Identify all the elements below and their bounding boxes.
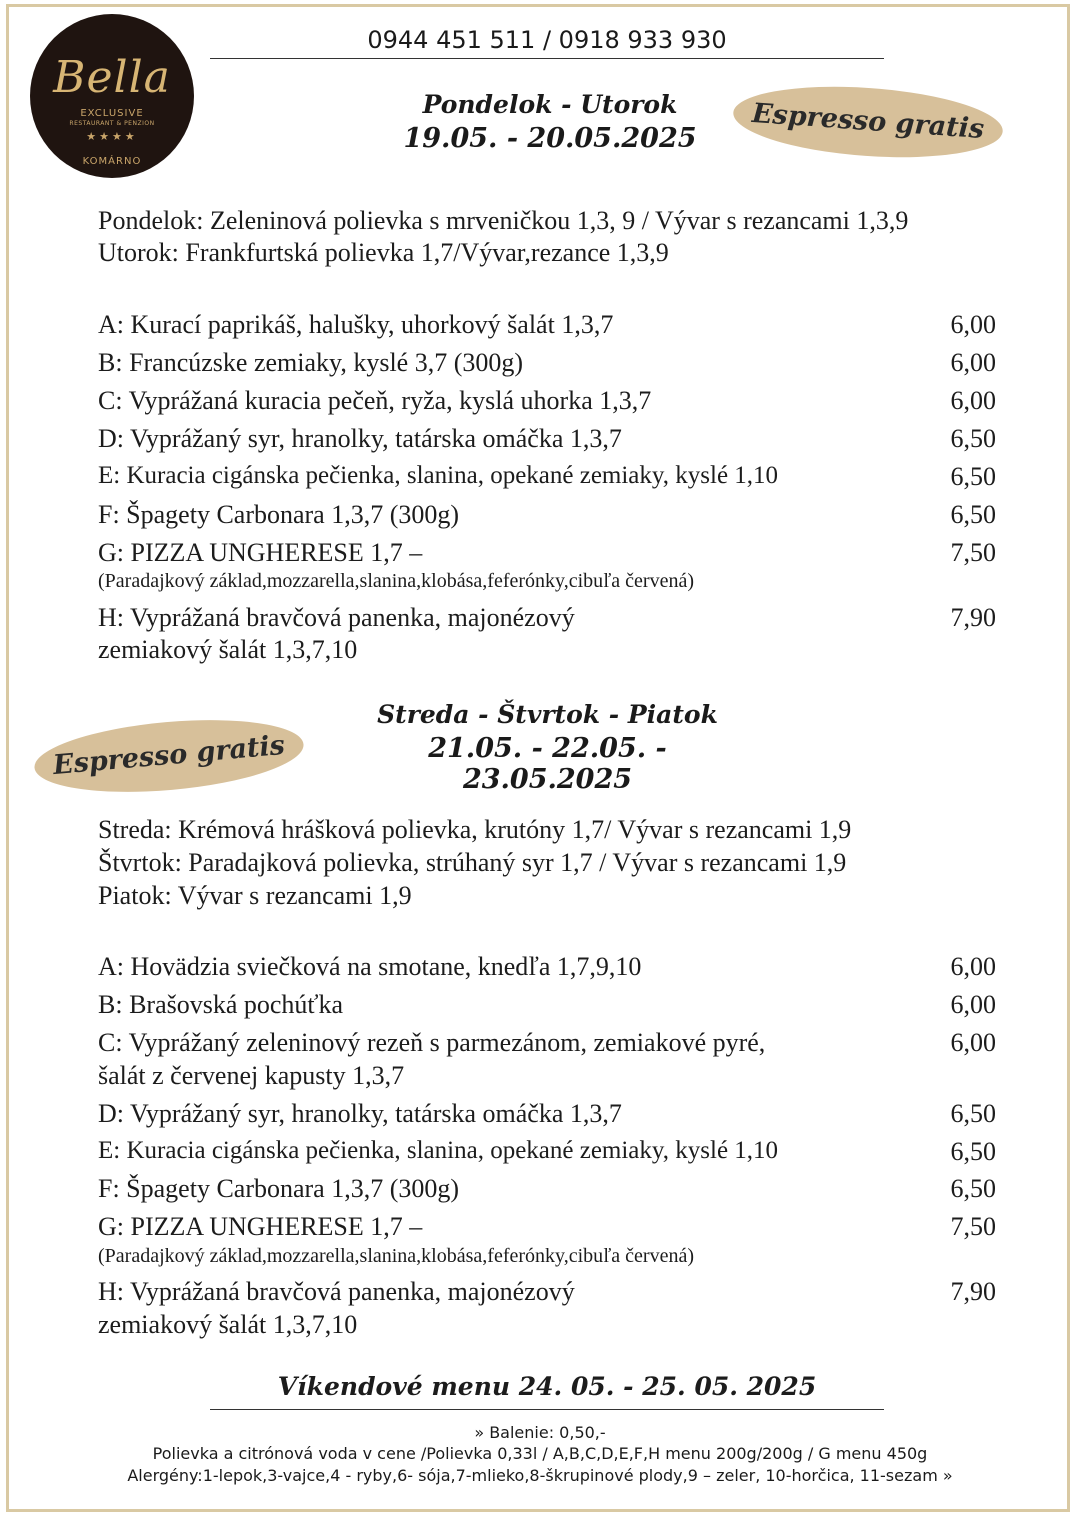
week2-pizza-note: (Paradajkový základ,mozzarella,slanina,klobása,feferónky,cibuľa červená) [98,1245,694,1267]
week2-price-f: 6,50 [950,1174,996,1203]
footer-packaging: » Balenie: 0,50,- [474,1423,606,1442]
footer-included: Polievka a citrónová voda v cene /Polievka 0,33l / A,B,C,D,E,F,H menu 200g/200g / G menu 450g [152,1444,928,1463]
week1-item-g: G: PIZZA UNGHERESE 1,7 – [98,538,423,567]
week2-dates: 21.05. - 22.05. - 23.05.2025 [428,733,667,795]
logo-town: KOMÁRNO [82,156,142,167]
week1-soup-tue: Utorok: Frankfurtská polievka 1,7/Vývar,rezance 1,3,9 [98,238,669,267]
week2-price-h: 7,90 [950,1277,996,1306]
week1-item-h: H: Vyprážaná bravčová panenka, majonézový [98,603,575,632]
week1-item-a: A: Kurací paprikáš, halušky, uhorkový šalát 1,3,7 [98,310,614,339]
logo-stars: ★★★★ [86,131,138,143]
weekend-menu-heading: Víkendové menu 24. 05. - 25. 05. 2025 [210,1372,884,1410]
footer-allergens: Alergény:1-lepok,3-vajce,4 - ryby,6- sója,7-mlieko,8-škrupinové plody,9 – zeler, 10-horčica, 11-sezam » [127,1466,953,1485]
logo-script: Bella [53,52,171,103]
week2-days: Streda - Štvrtok - Piatok [377,700,718,729]
week2-price-g: 7,50 [950,1212,996,1241]
week2-soup-thu: Štvrtok: Paradajková polievka, strúhaný syr 1,7 / Vývar s rezancami 1,9 [98,848,847,877]
week2-espresso-badge: Espresso gratis [32,710,307,801]
phone-numbers: 0944 451 511 / 0918 933 930 [210,26,884,59]
week1-item-c: C: Vyprážaná kuracia pečeň, ryža, kyslá uhorka 1,3,7 [98,386,652,415]
week1-dates: 19.05. - 20.05.2025 [403,123,697,154]
week2-price-c: 6,00 [950,1028,996,1057]
week2-price-b: 6,00 [950,990,996,1019]
week1-espresso-badge: Espresso gratis [731,79,1005,166]
week1-item-b: B: Francúzske zemiaky, kyslé 3,7 (300g) [98,348,524,377]
week1-price-b: 6,00 [950,348,996,377]
week1-heading [380,90,720,154]
week2-price-a: 6,00 [950,952,996,981]
week2-item-a: A: Hovädzia sviečková na smotane, knedľa 1,7,9,10 [98,952,642,981]
week1-price-d: 6,50 [950,424,996,453]
week1-price-g: 7,50 [950,538,996,567]
week1-price-c: 6,00 [950,386,996,415]
week1-item-h-cont: zemiakový šalát 1,3,7,10 [98,635,358,664]
week2-item-e: E: Kuracia cigánska pečienka, slanina, opekané zemiaky, kyslé 1,10 [98,1137,779,1164]
week2-item-b: B: Brašovská pochúťka [98,990,344,1019]
week1-item-d: D: Vyprážaný syr, hranolky, tatárska omáčka 1,3,7 [98,424,622,453]
week1-item-e: E: Kuracia cigánska pečienka, slanina, opekané zemiaky, kyslé 1,10 [98,462,779,489]
logo-line1: EXCLUSIVE [80,108,144,119]
week2-price-e: 6,50 [950,1137,996,1166]
week2-item-h: H: Vyprážaná bravčová panenka, majonézový [98,1277,575,1306]
week2-item-d: D: Vyprážaný syr, hranolky, tatárska omáčka 1,3,7 [98,1099,622,1128]
restaurant-logo [30,14,194,178]
week2-item-g: G: PIZZA UNGHERESE 1,7 – [98,1212,423,1241]
week1-price-f: 6,50 [950,500,996,529]
logo-line2: RESTAURANT & PENZION [69,120,155,127]
week1-price-e: 6,50 [950,462,996,491]
week1-soup-mon: Pondelok: Zeleninová polievka s mrveničkou 1,3, 9 / Vývar s rezancami 1,3,9 [98,206,909,235]
week1-pizza-note: (Paradajkový základ,mozzarella,slanina,klobása,feferónky,cibuľa červená) [98,570,694,592]
week2-soup-fri: Piatok: Vývar s rezancami 1,9 [98,881,412,910]
week1-price-a: 6,00 [950,310,996,339]
week1-days: Pondelok - Utorok [422,90,678,119]
week2-item-h-cont: zemiakový šalát 1,3,7,10 [98,1310,358,1339]
week1-item-f: F: Špagety Carbonara 1,3,7 (300g) [98,500,460,529]
week2-item-c: C: Vyprážaný zeleninový rezeň s parmezánom, zemiakové pyré, [98,1028,766,1057]
week2-item-c-cont: šalát z červenej kapusty 1,3,7 [98,1061,405,1090]
week2-item-f: F: Špagety Carbonara 1,3,7 (300g) [98,1174,460,1203]
week1-price-h: 7,90 [950,603,996,632]
week2-price-d: 6,50 [950,1099,996,1128]
week2-heading [340,700,755,795]
week2-soup-wed: Streda: Krémová hrášková polievka, krutóny 1,7/ Vývar s rezancami 1,9 [98,815,852,844]
